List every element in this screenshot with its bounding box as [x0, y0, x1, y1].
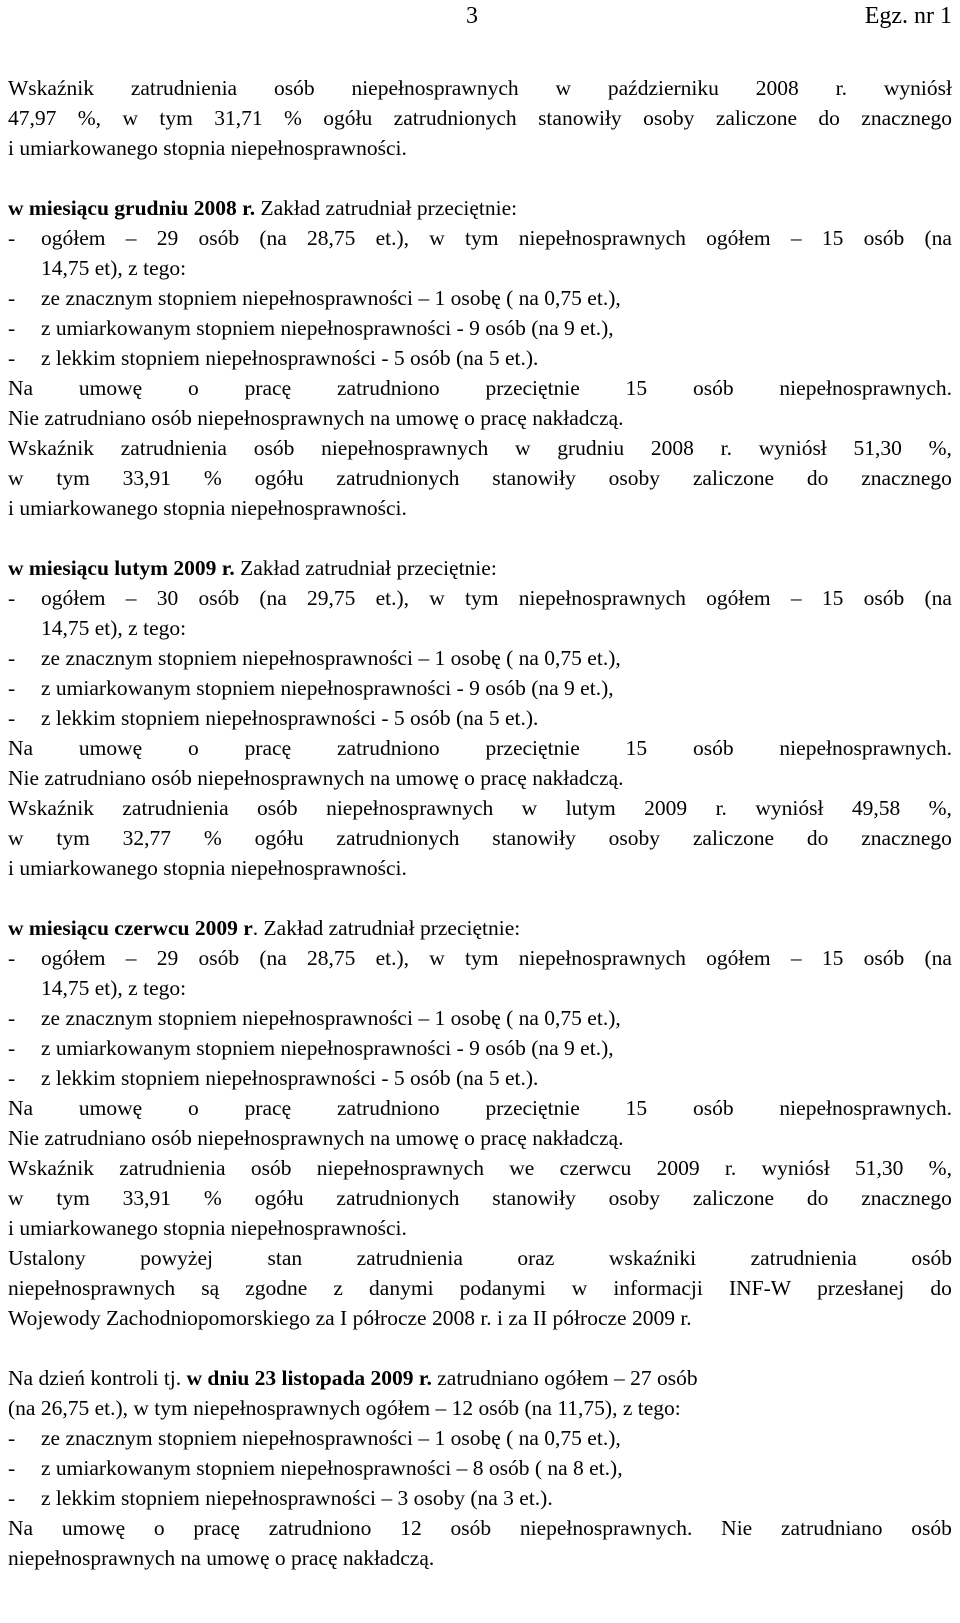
list-item [8, 1483, 952, 1513]
list-item [8, 1453, 952, 1483]
list-dash: - [8, 646, 16, 670]
list-text: z lekkim stopniem niepełnosprawności - 5 osób (na 5 et.). [41, 1066, 539, 1090]
text-line: i umiarkowanego stopnia niepełnosprawności. [8, 1216, 407, 1240]
list-text: ze znacznym stopniem niepełnosprawności – 1 osobę ( na 0,75 et.), [41, 646, 621, 670]
list-dash: - [8, 286, 16, 310]
list-text: ze znacznym stopniem niepełnosprawności – 1 osobę ( na 0,75 et.), [41, 1426, 621, 1450]
list-text: z umiarkowanym stopniem niepełnosprawności - 9 osób (na 9 et.), [41, 676, 614, 700]
text-line: i umiarkowanego stopnia niepełnosprawności. [8, 496, 407, 520]
text-line: 47,97 %, w tym 31,71 % ogółu zatrudnionych stanowiły osoby zaliczone do znacznego [8, 106, 952, 130]
text-line: i umiarkowanego stopnia niepełnosprawności. [8, 856, 407, 880]
text-line: Na umowę o pracę zatrudniono 12 osób niepełnosprawnych. Nie zatrudniano osób [8, 1516, 952, 1540]
text-line: Wskaźnik zatrudnienia osób niepełnosprawnych w lutym 2009 r. wyniósł 49,58 %, [8, 796, 952, 820]
page-number: 3 [466, 3, 478, 29]
text-line: Wskaźnik zatrudnienia osób niepełnosprawnych we czerwcu 2009 r. wyniósł 51,30 %, [8, 1156, 952, 1180]
list-text: ze znacznym stopniem niepełnosprawności – 1 osobę ( na 0,75 et.), [41, 1006, 621, 1030]
list-item [8, 1033, 952, 1063]
list-text: ogółem – 29 osób (na 28,75 et.), w tym niepełnosprawnych ogółem – 15 osób (na [41, 946, 952, 970]
list-item [8, 283, 952, 313]
copy-label: Egz. nr 1 [864, 3, 952, 29]
list-dash: - [8, 346, 16, 370]
text-line: Wskaźnik zatrudnienia osób niepełnosprawnych w październiku 2008 r. wyniósł [8, 76, 952, 100]
list-item [8, 943, 952, 973]
section-heading-bold: w miesiącu lutym 2009 r. [8, 556, 235, 580]
list-dash: - [8, 1066, 16, 1090]
list-item [8, 223, 952, 253]
list-continuation: 14,75 et), z tego: [41, 616, 187, 640]
list-dash: - [8, 1486, 16, 1510]
list-item [8, 313, 952, 343]
list-item [8, 673, 952, 703]
section-heading-june [8, 913, 952, 943]
text-line: w tym 33,91 % ogółu zatrudnionych stanowiły osoby zaliczone do znacznego [8, 466, 952, 490]
list-item [8, 1063, 952, 1093]
list-text: z lekkim stopniem niepełnosprawności – 3 osoby (na 3 et.). [41, 1486, 553, 1510]
list-text: z lekkim stopniem niepełnosprawności - 5 osób (na 5 et.). [41, 706, 539, 730]
text-line: Na umowę o pracę zatrudniono przeciętnie 15 osób niepełnosprawnych. [8, 376, 952, 400]
list-text: z umiarkowanym stopniem niepełnosprawności - 9 osób (na 9 et.), [41, 1036, 614, 1060]
control-date-line [8, 1363, 952, 1393]
list-item [8, 583, 952, 613]
control-text: zatrudniano ogółem – 27 osób [431, 1366, 698, 1390]
text-line: w tym 32,77 % ogółu zatrudnionych stanowiły osoby zaliczone do znacznego [8, 826, 952, 850]
text-line: Nie zatrudniano osób niepełnosprawnych na umowę o pracę nakładczą. [8, 766, 624, 790]
list-item [8, 343, 952, 373]
section-heading-december [8, 193, 952, 223]
section-heading-rest: Zakład zatrudniał przeciętnie: [255, 196, 518, 220]
list-dash: - [8, 226, 16, 250]
list-text: z umiarkowanym stopniem niepełnosprawności - 9 osób (na 9 et.), [41, 316, 614, 340]
list-dash: - [8, 316, 16, 340]
list-text: z umiarkowanym stopniem niepełnosprawności – 8 osób ( na 8 et.), [41, 1456, 623, 1480]
text-line: Na umowę o pracę zatrudniono przeciętnie 15 osób niepełnosprawnych. [8, 1096, 952, 1120]
section-heading-bold: w miesiącu czerwcu 2009 r [8, 916, 253, 940]
list-dash: - [8, 1006, 16, 1030]
list-continuation: 14,75 et), z tego: [41, 256, 187, 280]
text-line: w tym 33,91 % ogółu zatrudnionych stanowiły osoby zaliczone do znacznego [8, 1186, 952, 1210]
text-line: i umiarkowanego stopnia niepełnosprawności. [8, 136, 407, 160]
text-line: niepełnosprawnych są zgodne z danymi podanymi w informacji INF-W przesłanej do [8, 1276, 952, 1300]
text-line: niepełnosprawnych na umowę o pracę nakładczą. [8, 1546, 435, 1570]
control-date-bold: w dniu 23 listopada 2009 r. [186, 1366, 432, 1390]
list-item [8, 643, 952, 673]
list-item [8, 1423, 952, 1453]
list-dash: - [8, 1036, 16, 1060]
text-line: (na 26,75 et.), w tym niepełnosprawnych ogółem – 12 osób (na 11,75), z tego: [8, 1396, 681, 1420]
section-heading-bold: w miesiącu grudniu 2008 r. [8, 196, 256, 220]
text-line: Nie zatrudniano osób niepełnosprawnych na umowę o pracę nakładczą. [8, 1126, 624, 1150]
list-item [8, 1003, 952, 1033]
section-heading-rest: . Zakład zatrudniał przeciętnie: [252, 916, 521, 940]
list-text: ogółem – 30 osób (na 29,75 et.), w tym niepełnosprawnych ogółem – 15 osób (na [41, 586, 952, 610]
list-item [8, 703, 952, 733]
list-dash: - [8, 586, 16, 610]
section-heading-rest: Zakład zatrudniał przeciętnie: [234, 556, 497, 580]
text-line: Wskaźnik zatrudnienia osób niepełnosprawnych w grudniu 2008 r. wyniósł 51,30 %, [8, 436, 952, 460]
list-text: ze znacznym stopniem niepełnosprawności – 1 osobę ( na 0,75 et.), [41, 286, 621, 310]
list-dash: - [8, 676, 16, 700]
list-text: ogółem – 29 osób (na 28,75 et.), w tym niepełnosprawnych ogółem – 15 osób (na [41, 226, 952, 250]
text-line: Nie zatrudniano osób niepełnosprawnych na umowę o pracę nakładczą. [8, 406, 624, 430]
document-body [8, 73, 952, 1573]
list-dash: - [8, 706, 16, 730]
list-continuation: 14,75 et), z tego: [41, 976, 187, 1000]
list-dash: - [8, 946, 16, 970]
list-dash: - [8, 1426, 16, 1450]
list-text: z lekkim stopniem niepełnosprawności - 5 osób (na 5 et.). [41, 346, 539, 370]
text-line: Na umowę o pracę zatrudniono przeciętnie 15 osób niepełnosprawnych. [8, 736, 952, 760]
control-text: Na dzień kontroli tj. [8, 1366, 187, 1390]
list-dash: - [8, 1456, 16, 1480]
text-line: Ustalony powyżej stan zatrudnienia oraz wskaźniki zatrudnienia osób [8, 1246, 952, 1270]
text-line: Wojewody Zachodniopomorskiego za I półrocze 2008 r. i za II półrocze 2009 r. [8, 1306, 692, 1330]
section-heading-february [8, 553, 952, 583]
